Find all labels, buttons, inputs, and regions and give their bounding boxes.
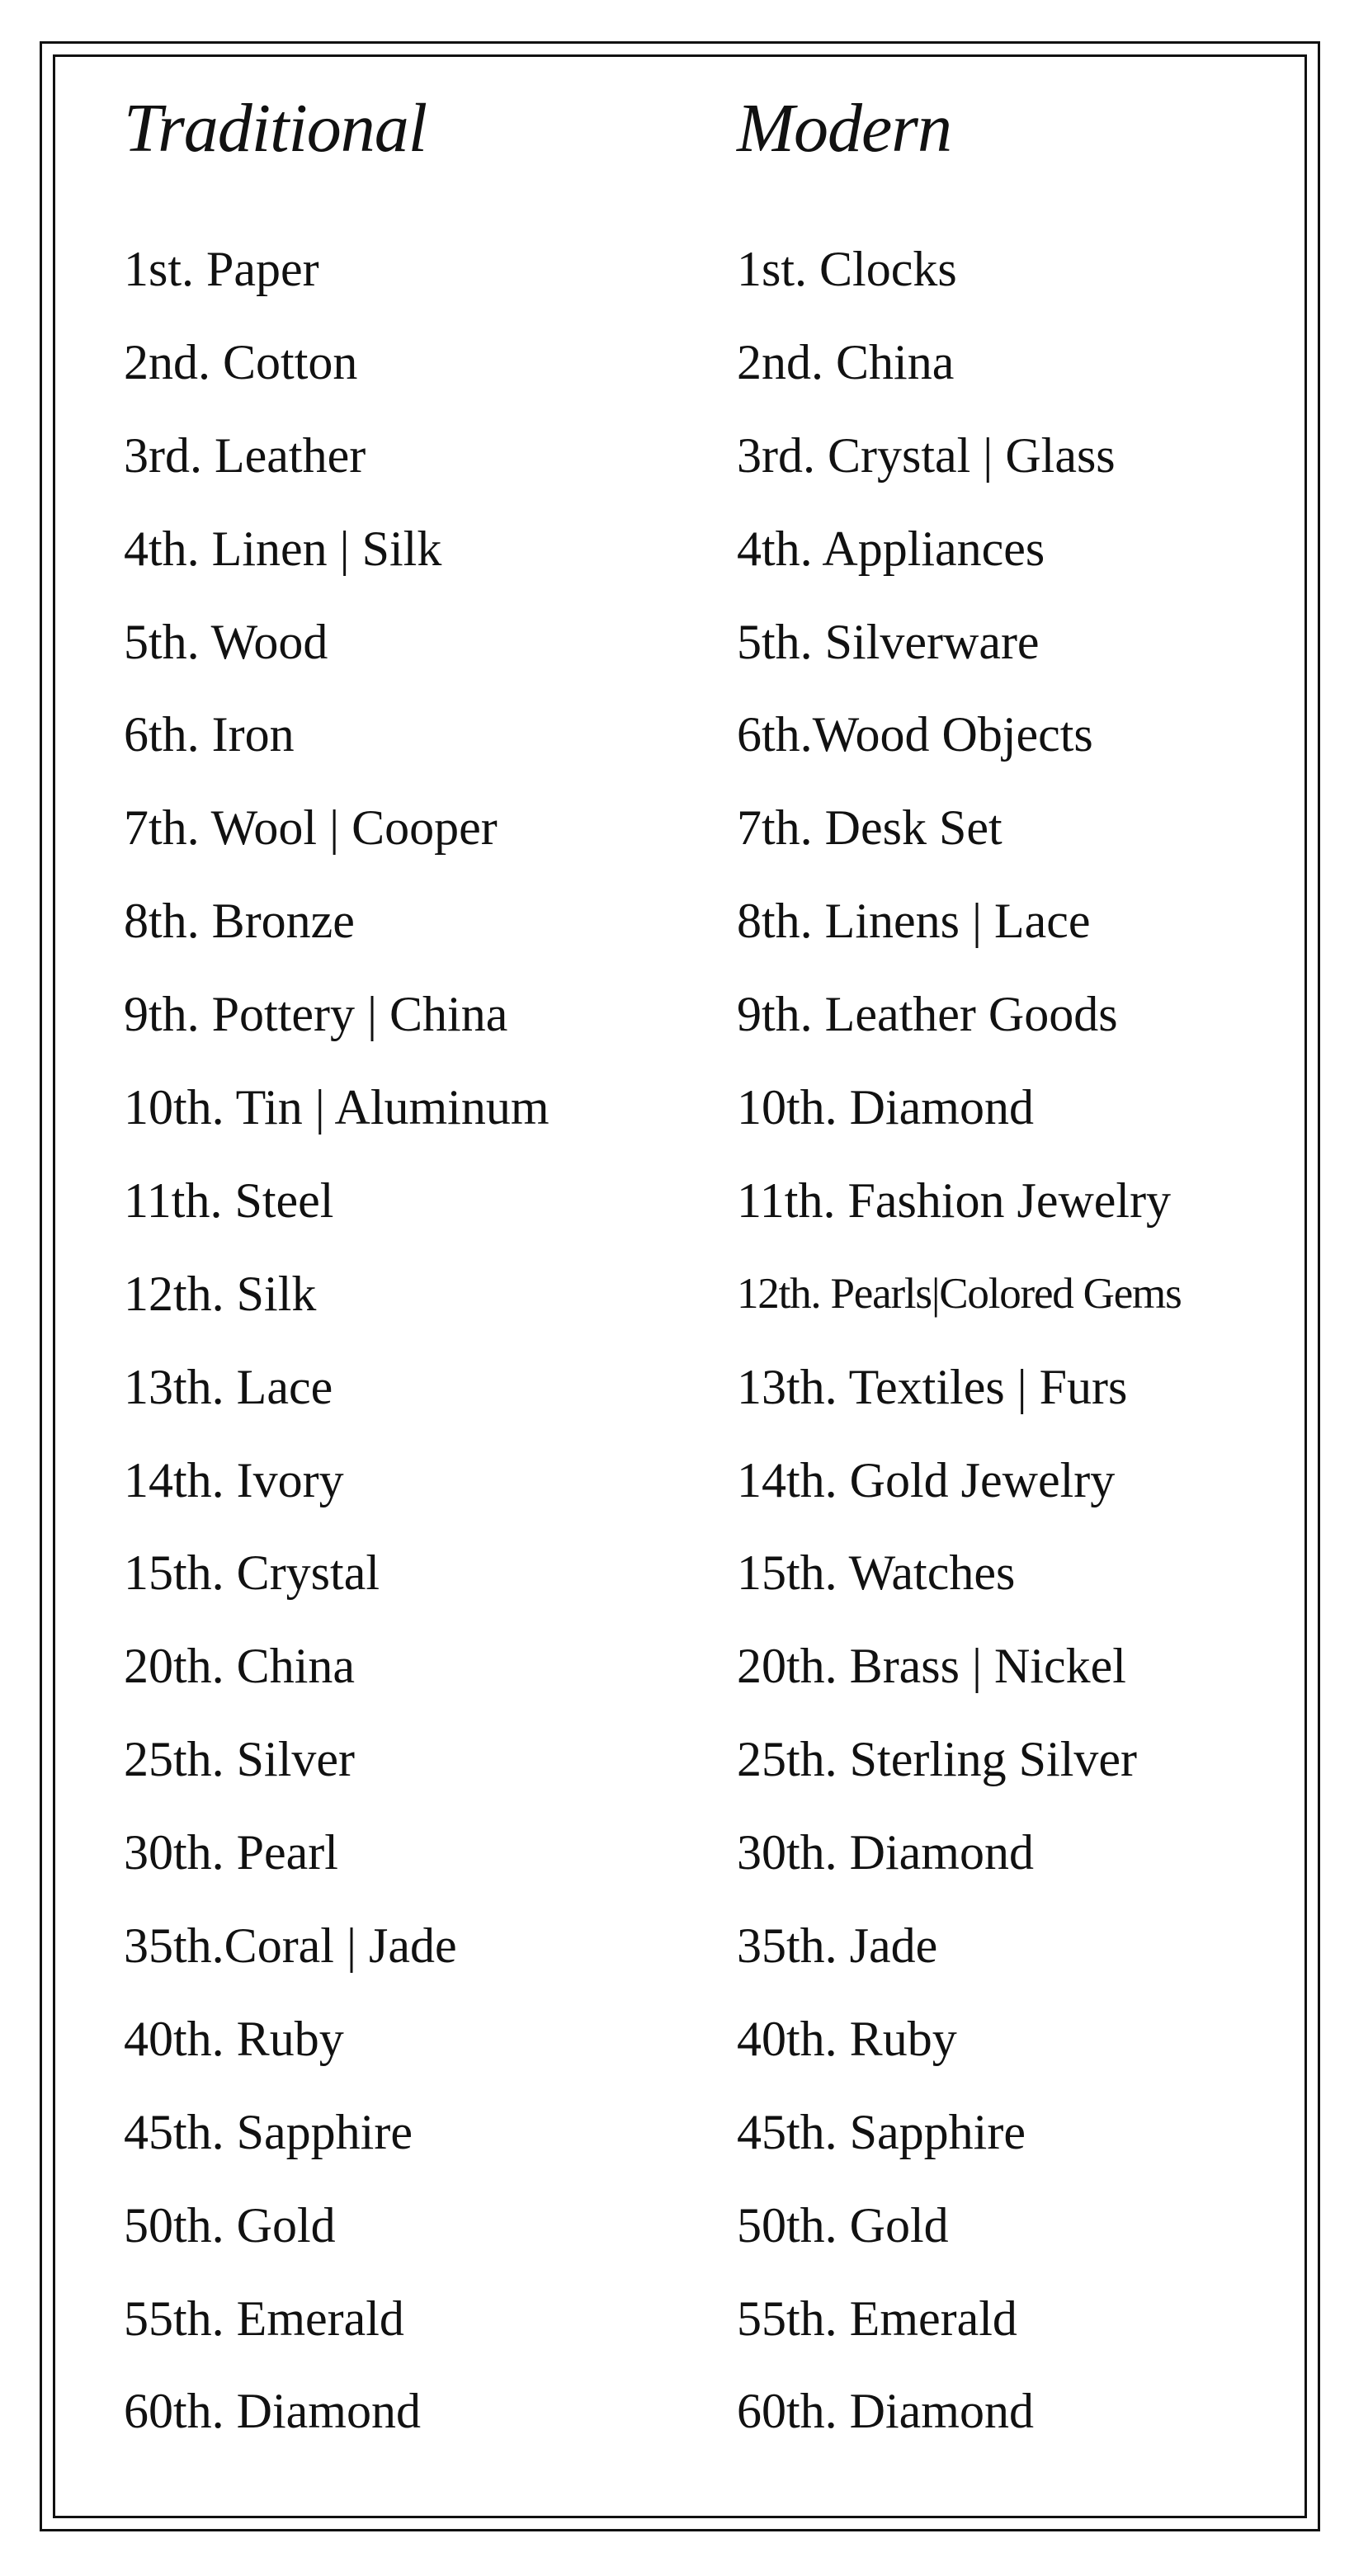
list-item: 1st. Clocks (737, 242, 957, 296)
list-item: 3rd. Crystal | Glass (737, 427, 1116, 483)
list-item: 8th. Linens | Lace (737, 894, 1091, 949)
list-item: 8th. Bronze (124, 894, 355, 949)
list-item: 4th. Linen | Silk (124, 521, 442, 576)
list-item: 13th. Lace (124, 1359, 333, 1414)
list-item: 30th. Diamond (737, 1825, 1034, 1880)
list-item: 6th. Iron (124, 707, 295, 762)
list-item: 60th. Diamond (737, 2384, 1034, 2439)
traditional-list (124, 244, 550, 2479)
list-item: 2nd. Cotton (124, 334, 358, 389)
list-item: 14th. Ivory (124, 1452, 344, 1507)
list-item: 5th. Silverware (737, 614, 1040, 669)
list-item: 12th. Silk (124, 1266, 317, 1321)
list-item: 15th. Crystal (124, 1545, 380, 1601)
list-item: 2nd. China (737, 334, 955, 389)
list-item: 9th. Pottery | China (124, 987, 508, 1042)
list-item: 9th. Leather Goods (737, 987, 1118, 1042)
list-item: 10th. Diamond (737, 1080, 1034, 1135)
traditional-column (124, 87, 718, 2439)
list-item: 1st. Paper (124, 242, 319, 296)
traditional-heading: Traditional (124, 90, 427, 167)
list-item: 35th. Jade (737, 1918, 938, 1974)
list-item: 13th. Textiles | Furs (737, 1359, 1128, 1414)
list-item: 3rd. Leather (124, 427, 366, 483)
list-item: 11th. Fashion Jewelry (737, 1172, 1172, 1228)
list-item: 60th. Diamond (124, 2384, 421, 2439)
list-item: 50th. Gold (737, 2197, 949, 2253)
modern-column (737, 87, 1306, 2439)
list-item: 25th. Sterling Silver (737, 1732, 1137, 1787)
list-item: 5th. Wood (124, 614, 328, 669)
list-item: 14th. Gold Jewelry (737, 1452, 1116, 1507)
modern-heading: Modern (737, 90, 951, 167)
list-item: 10th. Tin | Aluminum (124, 1080, 550, 1135)
list-item: 15th. Watches (737, 1545, 1016, 1601)
list-item: 4th. Appliances (737, 521, 1045, 576)
list-item: 40th. Ruby (124, 2011, 344, 2066)
list-item: 40th. Ruby (737, 2011, 957, 2066)
list-item: 6th.Wood Objects (737, 707, 1093, 762)
list-item: 55th. Emerald (124, 2291, 404, 2346)
list-item: 45th. Sapphire (737, 2104, 1026, 2159)
list-item: 20th. Brass | Nickel (737, 1639, 1126, 1694)
list-item: 30th. Pearl (124, 1825, 338, 1880)
list-item: 12th. Pearls|Colored Gems (737, 1269, 1182, 1318)
list-item: 20th. China (124, 1639, 355, 1694)
modern-list (737, 244, 1182, 2479)
list-item: 45th. Sapphire (124, 2104, 413, 2159)
list-item: 50th. Gold (124, 2197, 336, 2253)
list-item: 55th. Emerald (737, 2291, 1017, 2346)
list-item: 7th. Wool | Cooper (124, 800, 498, 856)
list-item: 35th.Coral | Jade (124, 1918, 457, 1974)
list-item: 7th. Desk Set (737, 800, 1003, 856)
list-item: 25th. Silver (124, 1732, 355, 1787)
list-item: 11th. Steel (124, 1172, 334, 1228)
